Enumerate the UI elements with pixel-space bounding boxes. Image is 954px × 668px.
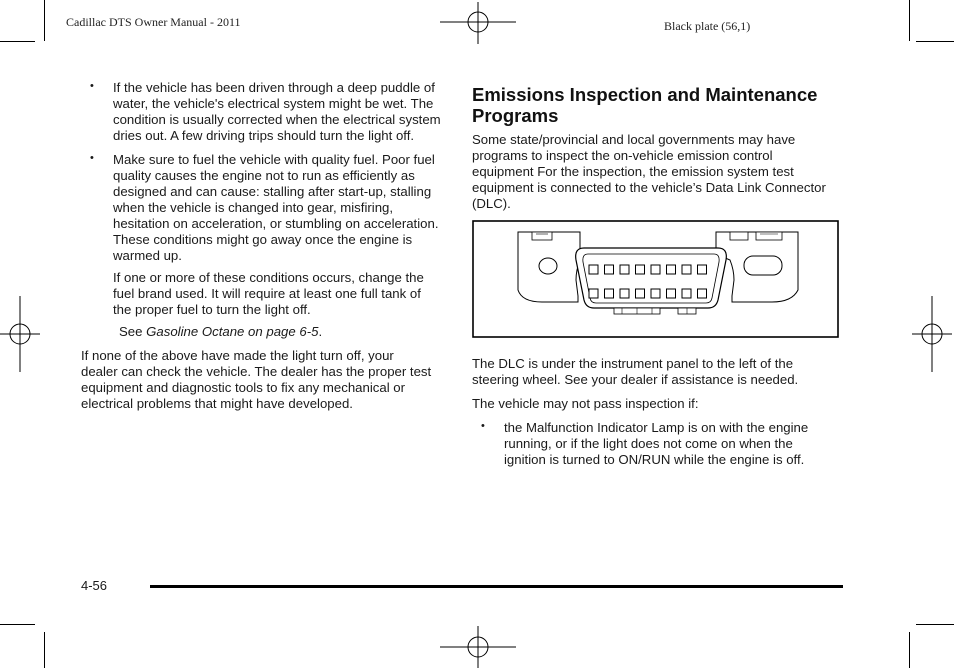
bullet-icon: • [90, 152, 94, 164]
cross-reference [81, 324, 441, 340]
see-suffix: . [318, 324, 323, 339]
registration-target-right [912, 296, 952, 372]
header-plate: Black plate (56,1) [664, 19, 751, 33]
dlc-connector-illustration [472, 220, 839, 338]
bullet-item [81, 80, 441, 144]
bullet-text: Make sure to fuel the vehicle with quality fuel. Poor fuel quality causes the engine not to run as efficiently as designed and can cause: stalling after start-up, stalling when the vehicle is changed into gear, misfiring, hesitation on acceleration, or stumbling on acceleration. These conditions might go away once the engine is warmed up. [113, 152, 439, 263]
bullet-icon: • [90, 80, 94, 92]
bullet-icon: • [481, 420, 485, 432]
bullet-item [81, 152, 441, 264]
registration-target-bottom [440, 626, 516, 668]
registration-target-left [0, 296, 40, 372]
left-column [81, 80, 441, 412]
crop-mark [916, 624, 954, 625]
crop-mark [0, 624, 35, 625]
dlc-location-paragraph: The DLC is under the instrument panel to the left of the steering wheel. See your dealer if assistance is needed. [472, 356, 799, 387]
section-heading: Emissions Inspection and Maintenance Programs [472, 84, 818, 126]
crop-mark [44, 0, 45, 41]
footer-rule [150, 585, 843, 588]
intro-paragraph: Some state/provincial and local governments may have programs to inspect the on-vehicle emission control equipment For the inspection, the emission system test equipment is connected to the vehicle’s Data Link Connector (DLC). [472, 132, 826, 211]
crop-mark [909, 632, 910, 668]
see-link[interactable]: Gasoline Octane on page 6-5 [146, 324, 319, 339]
bullet-continuation: If one or more of these conditions occurs, change the fuel brand used. It will require at least one full tank of the proper fuel to turn the light off. [113, 270, 424, 317]
fail-intro: The vehicle may not pass inspection if: [472, 396, 699, 411]
crop-mark [0, 41, 35, 42]
header-title: Cadillac DTS Owner Manual - 2011 [66, 15, 241, 29]
bullet-text: If the vehicle has been driven through a deep puddle of water, the vehicle's electrical system might be wet. The condition is usually corrected when the electrical system dries out. A few driving trips should turn the light off. [113, 80, 441, 143]
see-prefix: See [119, 324, 147, 339]
closing-paragraph: If none of the above have made the light turn off, your dealer can check the vehicle. The dealer has the proper test equipment and diagnostic tools to fix any mechanical or electrical problems that might have developed. [81, 348, 432, 411]
crop-mark [44, 632, 45, 668]
right-column-lower [472, 356, 840, 468]
crop-mark [916, 41, 954, 42]
registration-target-top [440, 2, 516, 44]
right-column [472, 84, 840, 212]
crop-mark [909, 0, 910, 41]
bullet-text: the Malfunction Indicator Lamp is on with the engine running, or if the light does not come on when the ignition is turned to ON/RUN while the engine is off. [504, 420, 809, 467]
page-number: 4-56 [81, 578, 108, 593]
bullet-item [472, 420, 840, 468]
